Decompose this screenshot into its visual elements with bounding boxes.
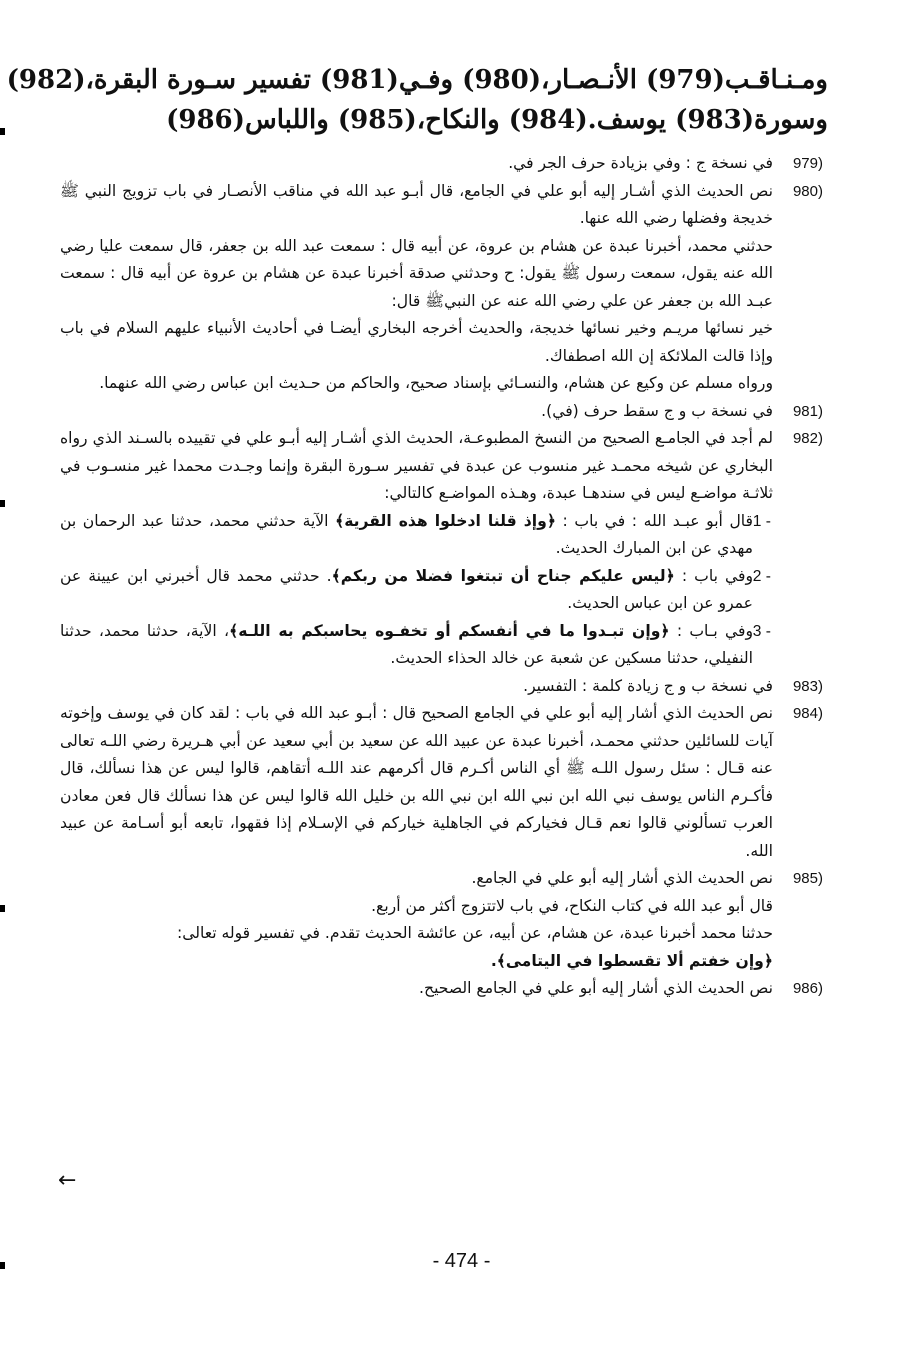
footnote-981 <box>60 398 823 426</box>
footnote-984 <box>60 700 823 865</box>
footnote-980 <box>60 178 823 233</box>
footnote-number: 985) <box>792 870 823 887</box>
footnote-text: نص الحديث الذي أشار إليه أبو علي في الجامع الصحيح قال : أبـو عبد الله في باب : لقد كان في يوسف وإخوته آيات للسائلين حدثني محمـد، أخبرنا عبدة عن عبيد الله عن سعيد بن أبي سعيد عن أبي هـريرة رضي اللـه تعالى عنه قـال : سئل رسول اللـه ﷺ أي الناس أكـرم قال أكرمهم عند اللـه أتقاهم، قالوا ليس عن هذا نسألك، قال فأكـرم الناس يوسف نبي الله ابن نبي الله ابن نبي الله بن خليل الله قالوا ليس عن هذا نسألك قال فعن معادن العرب تسألوني قالوا نعم قـال فخياركم في الجاهلية خياركم في الإسـلام إذا فقهوا، تابعه أبو أسـامة عن عبيد الله. <box>60 704 773 860</box>
footnote-980-para-2: حدثني محمد، أخبرنا عبدة عن هشام بن عروة، عن أبيه قال : سمعت عبد الله بن جعفر، قال سمعت عليا رضي الله عنه يقول، سمعت رسول ﷺ يقول: ح وحدثني صدقة أخبرنا عبدة عن هشام بن عروة عن أبيه قال : سمعت عبـد الله بن جعفر عن علي رضي الله عنه عن النبيﷺ قال: <box>60 236 773 310</box>
footnote-text: نص الحديث الذي أشار إليه أبو علي في الجامع. <box>471 869 773 887</box>
page-number: - 474 - <box>432 1250 491 1272</box>
footnote-number: 981) <box>792 402 823 420</box>
footnote-number: 984) <box>792 705 823 722</box>
quran-verse: ﴿وإن خفتم ألا تقسطوا في اليتامى﴾. <box>490 951 773 970</box>
footnote-983 <box>60 673 823 701</box>
footnote-number: 980) <box>792 182 823 200</box>
scan-mark <box>0 128 5 135</box>
footnote-982 <box>60 425 823 508</box>
footnote-number: 979) <box>792 155 823 172</box>
footnote-986 <box>60 975 823 1003</box>
footnote-text: في نسخة ج : وفي بزيادة حرف الجر في. <box>508 154 773 172</box>
footnote-text: نص الحديث الذي أشار إليه أبو علي في الجامع الصحيح. <box>419 979 773 997</box>
footnotes-section <box>60 150 823 1003</box>
footnote-text: في نسخة ب و ج سقط حرف (في). <box>541 401 773 420</box>
scan-mark <box>0 1262 5 1269</box>
list-item-text: الآية حدثني محمد، حدثنا عبد الرحمان بن مهدي عن ابن المبارك الحديث. <box>60 511 753 557</box>
quran-verse: ﴿وإن تبـدوا ما في أنفسكم أو تخفـوه يحاسبكم به اللـه﴾ <box>229 621 670 640</box>
footnote-979 <box>60 150 823 178</box>
list-item-2 <box>60 563 823 618</box>
footnote-980-para-3: خير نسائها مريـم وخير نسائها خديجة، والحديث أخرجه البخاري أيضـا في أحاديث الأنبياء عليهم السلام في باب وإذا قالت الملائكة إن الله اصطفاك. <box>60 319 773 365</box>
footnote-text: نص الحديث الذي أشـار إليه أبو علي في الجامع، قال أبـو عبد الله في مناقب الأنصـار في باب تزويج النبي ﷺ خديجة وفضلها رضي الله عنها. <box>60 181 773 227</box>
quran-verse: ﴿ليس عليكم جناح أن تبتغوا فضلا من ربكم﴾ <box>331 566 675 585</box>
footnote-985-line-2: قال أبو عبد الله في كتاب النكاح، في باب لاتتزوج أكثر من أربع. <box>371 896 773 915</box>
main-text-line-2: وسورة(983) يوسف.(984) والنكاح،(985) واللباس(986) <box>166 105 828 135</box>
list-item-text: وفي بـاب : <box>669 621 753 640</box>
list-item-3 <box>60 618 823 673</box>
continue-arrow-icon: ← <box>58 1168 77 1193</box>
footnote-number: 983) <box>792 677 823 695</box>
footnote-980-para-4: ورواه مسلم عن وكيع عن هشام، والنسـائي بإسناد صحيح، والحاكم من حـديث ابن عباس رضي الله عنهما. <box>99 374 773 392</box>
scan-mark <box>0 500 5 507</box>
list-item-number: 3 - <box>752 622 771 640</box>
footnote-985-line-3: حدثنا محمد أخبرنا عبدة، عن هشام، عن أبيه، عن عائشة الحديث تقدم. في تفسير قوله تعالى: <box>176 924 773 942</box>
list-item-text: وفي باب : <box>674 566 753 585</box>
list-item-text: ، الآية، حدثنا محمد، حدثنا النفيلي، حدثنا مسكين عن شعبة عن خالد الحذاء الحديث. <box>60 621 753 667</box>
list-item-number: 2 - <box>752 567 771 585</box>
list-item-number: 1 - <box>752 512 771 530</box>
footnote-number: 982) <box>792 430 823 447</box>
footnote-text: لم أجد في الجامـع الصحيح من النسخ المطبوعـة، الحديث الذي أشـار إليه أبـو علي في تقييده بالسـند الذي رواه البخاري عن شيخه محمـد غير منسوب عن عبدة في تفسير سـورة البقرة وإنما وجـدت محمدا غير منسـوب في ثلاثـة مواضـع ليس في سندهـا عبدة، وهـذه المواضـع كالتالي: <box>60 429 773 502</box>
main-text-line-1: ومـنـاقـب(979) الأنـصـار،(980) وفـي(981) تفسير سـورة البقرة،(982) <box>6 65 828 95</box>
list-item-1 <box>60 508 823 563</box>
quran-verse: ﴿وإذ قلنا ادخلوا هذه القرية﴾ <box>335 511 556 530</box>
footnote-985 <box>60 865 823 893</box>
list-item-text: قال أبو عبـد الله : في باب : <box>555 511 753 530</box>
list-item-text: . حدثني محمد قال أخبرني ابن عيينة عن عمرو عن ابن عباس الحديث. <box>60 566 753 612</box>
footnote-text: في نسخة ب و ج زيادة كلمة : التفسير. <box>523 676 773 695</box>
scan-mark <box>0 905 5 912</box>
footnote-number: 986) <box>792 980 823 997</box>
